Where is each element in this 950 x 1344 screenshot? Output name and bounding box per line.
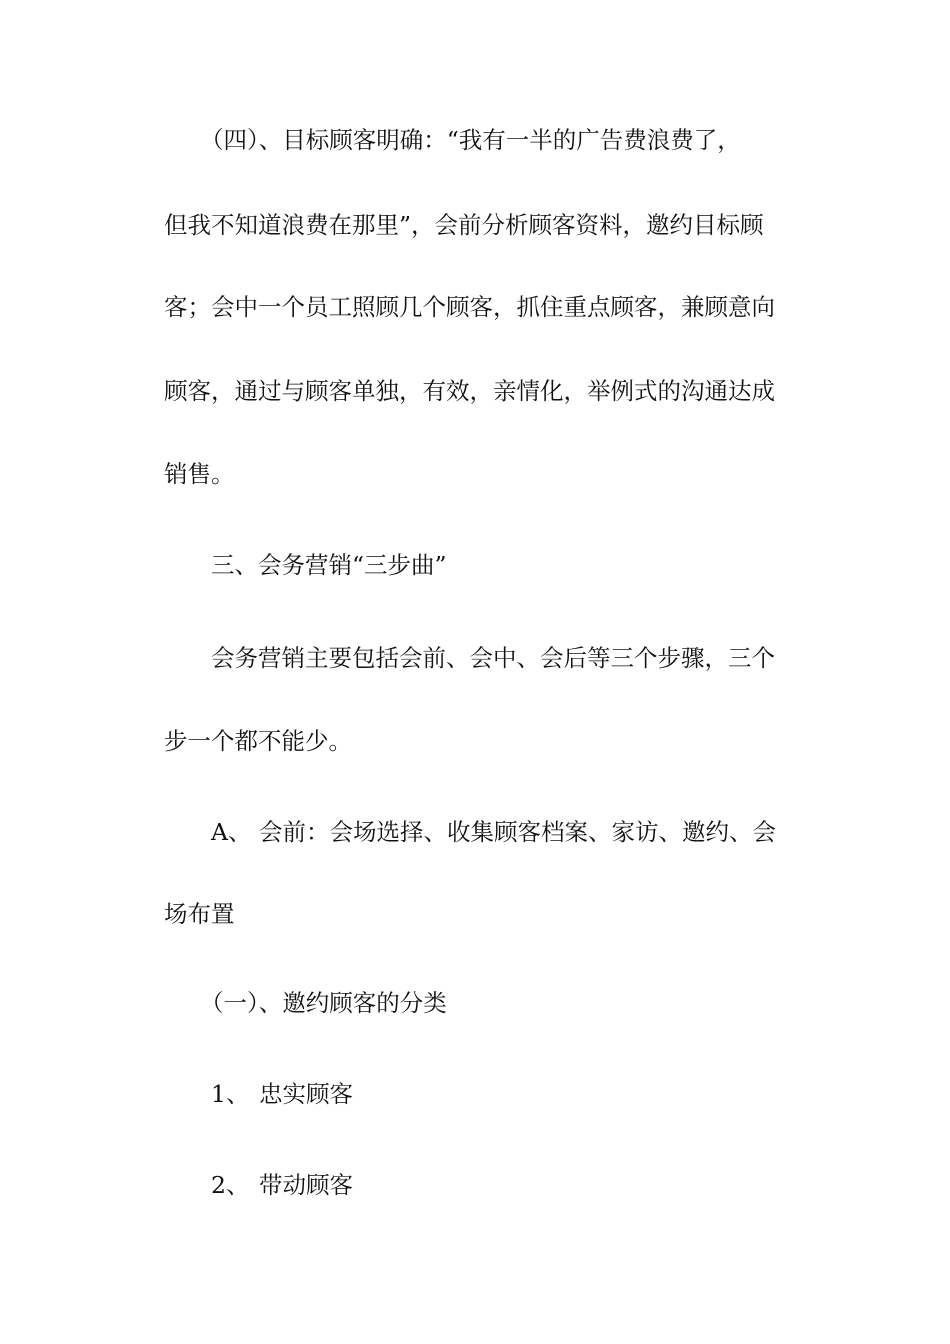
paragraph-line-7: 步一个都不能少。: [164, 727, 352, 755]
subsection-a-text: 会前：会场选择、收集顾客档案、家访、邀约、会: [259, 818, 776, 846]
paragraph-line-2: 但我不知道浪费在那里”，会前分析顾客资料，邀约目标顾: [164, 211, 764, 239]
subsection-a-continuation: 场布置: [164, 900, 235, 928]
paragraph-line-6: 会务营销主要包括会前、会中、会后等三个步骤，三个: [211, 644, 775, 672]
list-item: [211, 1170, 353, 1200]
subheading-invite-categories: （一）、邀约顾客的分类: [200, 989, 447, 1017]
subsection-a-line: [211, 817, 776, 847]
subsection-a-marker: A、: [211, 818, 252, 846]
list-item-number: 1、: [211, 1080, 250, 1108]
list-item-number: 2、: [211, 1171, 250, 1199]
list-item: [211, 1079, 353, 1109]
section-heading: 三、会务营销“三步曲”: [211, 551, 447, 579]
paragraph-line-5: 销售。: [164, 460, 235, 488]
list-item-text: 带动顾客: [259, 1171, 353, 1199]
paragraph-line-3: 客；会中一个员工照顾几个顾客，抓住重点顾客，兼顾意向: [164, 293, 775, 321]
list-item-text: 忠实顾客: [259, 1080, 353, 1108]
paragraph-line-1: （四）、目标顾客明确：“我有一半的广告费浪费了，: [200, 126, 741, 154]
paragraph-line-4: 顾客，通过与顾客单独，有效，亲情化，举例式的沟通达成: [164, 377, 775, 405]
